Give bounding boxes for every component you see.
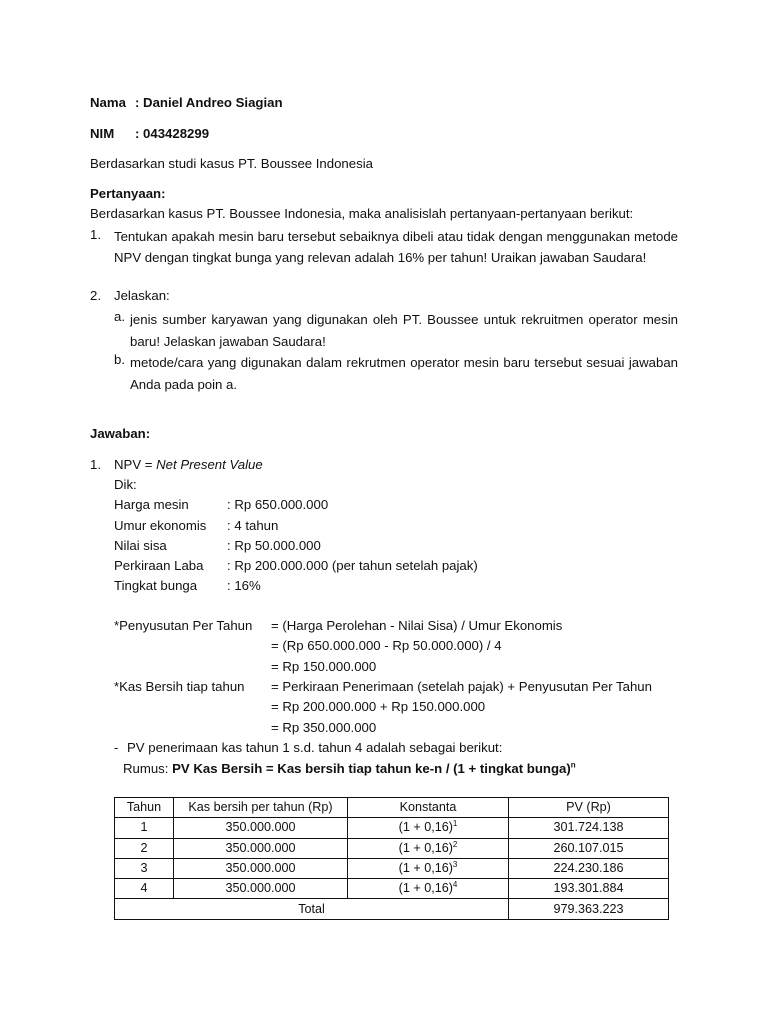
table-row	[115, 818, 669, 838]
npv-definition	[114, 457, 263, 472]
table-header-cell: PV (Rp)	[509, 798, 669, 818]
nim-label: NIM	[90, 126, 115, 141]
kas-cell: 350.000.000	[174, 858, 348, 878]
konstanta-exponent: 2	[452, 839, 458, 849]
rumus-exponent: n	[570, 760, 576, 770]
depreciation-line: = (Rp 650.000.000 - Rp 50.000.000) / 4	[271, 638, 502, 653]
kas-cell: 350.000.000	[174, 838, 348, 858]
intro-text: Berdasarkan studi kasus PT. Boussee Indonesia	[90, 156, 373, 171]
cashflow-line: = Perkiraan Penerimaan (setelah pajak) + Penyusutan Per Tahun	[271, 679, 652, 694]
table-row	[115, 879, 669, 899]
npv-prefix: NPV =	[114, 457, 157, 472]
given-value: : 16%	[227, 578, 261, 593]
konstanta-cell	[348, 838, 509, 858]
given-label: Perkiraan Laba	[114, 558, 204, 573]
nama-label: Nama	[90, 95, 126, 110]
given-label: Nilai sisa	[114, 538, 167, 553]
table-header-row	[115, 798, 669, 818]
konstanta-base: (1 + 0,16)	[398, 840, 453, 855]
pv-bullet: -	[114, 740, 119, 755]
questions-lead: Berdasarkan kasus PT. Boussee Indonesia, maka analisislah pertanyaan-pertanyaan berikut:	[90, 206, 634, 221]
q2b-label: b.	[114, 352, 125, 367]
total-label: Total	[115, 899, 509, 919]
konstanta-base: (1 + 0,16)	[398, 881, 453, 896]
depreciation-label: *Penyusutan Per Tahun	[114, 618, 253, 633]
table-header-cell: Kas bersih per tahun (Rp)	[174, 798, 348, 818]
konstanta-exponent: 4	[452, 880, 458, 890]
pv-line: PV penerimaan kas tahun 1 s.d. tahun 4 adalah sebagai berikut:	[127, 740, 503, 755]
konstanta-exponent: 1	[452, 819, 458, 829]
rumus-line	[123, 761, 576, 776]
q2a-label: a.	[114, 309, 125, 324]
q2a-text: jenis sumber karyawan yang digunakan oleh PT. Boussee untuk rekruitmen operator mesin baru! Jelaskan jawaban Saudara!	[130, 312, 678, 349]
pv-cell: 260.107.015	[509, 838, 669, 858]
pv-cell: 193.301.884	[509, 879, 669, 899]
given-label: Umur ekonomis	[114, 518, 207, 533]
konstanta-base: (1 + 0,16)	[398, 861, 453, 876]
npv-italic: Net Present Value	[156, 457, 263, 472]
q2b-text: metode/cara yang digunakan dalam rekrutmen operator mesin baru tersebut sesuai jawaban Anda pada poin a.	[130, 355, 678, 392]
kas-cell: 350.000.000	[174, 818, 348, 838]
table-total-row	[115, 899, 669, 919]
pv-table	[114, 797, 669, 920]
q1-text: Tentukan apakah mesin baru tersebut sebaiknya dibeli atau tidak dengan menggunakan metode NPV dengan tingkat bunga yang relevan adalah 16% per tahun! Uraikan jawaban Saudara!	[114, 229, 678, 265]
pv-cell: 224.230.186	[509, 858, 669, 878]
given-value: : 4 tahun	[227, 518, 279, 533]
rumus-label: Rumus:	[123, 761, 173, 776]
given-value: : Rp 650.000.000	[227, 497, 329, 512]
kas-cell: 350.000.000	[174, 879, 348, 899]
dik-label: Dik:	[114, 477, 137, 492]
tahun-cell: 2	[115, 838, 174, 858]
answers-heading: Jawaban:	[90, 426, 151, 441]
given-label: Harga mesin	[114, 497, 189, 512]
depreciation-line: = Rp 150.000.000	[271, 659, 377, 674]
pv-cell: 301.724.138	[509, 818, 669, 838]
table-row	[115, 838, 669, 858]
given-value: : Rp 200.000.000 (per tahun setelah pajak)	[227, 558, 478, 573]
tahun-cell: 4	[115, 879, 174, 899]
cashflow-line: = Rp 350.000.000	[271, 720, 377, 735]
given-value: : Rp 50.000.000	[227, 538, 321, 553]
total-value: 979.363.223	[509, 899, 669, 919]
konstanta-cell	[348, 818, 509, 838]
nim-value: : 043428299	[135, 126, 210, 141]
tahun-cell: 3	[115, 858, 174, 878]
cashflow-label: *Kas Bersih tiap tahun	[114, 679, 245, 694]
rumus-formula: PV Kas Bersih = Kas bersih tiap tahun ke-n / (1 + tingkat bunga)	[172, 761, 571, 776]
nama-value: : Daniel Andreo Siagian	[135, 95, 283, 110]
konstanta-cell	[348, 879, 509, 899]
q1-number: 1.	[90, 227, 101, 242]
table-row	[115, 858, 669, 878]
questions-heading: Pertanyaan:	[90, 186, 166, 201]
table-header-cell: Tahun	[115, 798, 174, 818]
tahun-cell: 1	[115, 818, 174, 838]
table-header-cell: Konstanta	[348, 798, 509, 818]
given-label: Tingkat bunga	[114, 578, 198, 593]
cashflow-line: = Rp 200.000.000 + Rp 150.000.000	[271, 699, 486, 714]
konstanta-exponent: 3	[452, 859, 458, 869]
a1-number: 1.	[90, 457, 101, 472]
q2-number: 2.	[90, 288, 101, 303]
q2-text: Jelaskan:	[114, 288, 170, 303]
depreciation-line: = (Harga Perolehan - Nilai Sisa) / Umur Ekonomis	[271, 618, 563, 633]
konstanta-base: (1 + 0,16)	[398, 820, 453, 835]
konstanta-cell	[348, 858, 509, 878]
